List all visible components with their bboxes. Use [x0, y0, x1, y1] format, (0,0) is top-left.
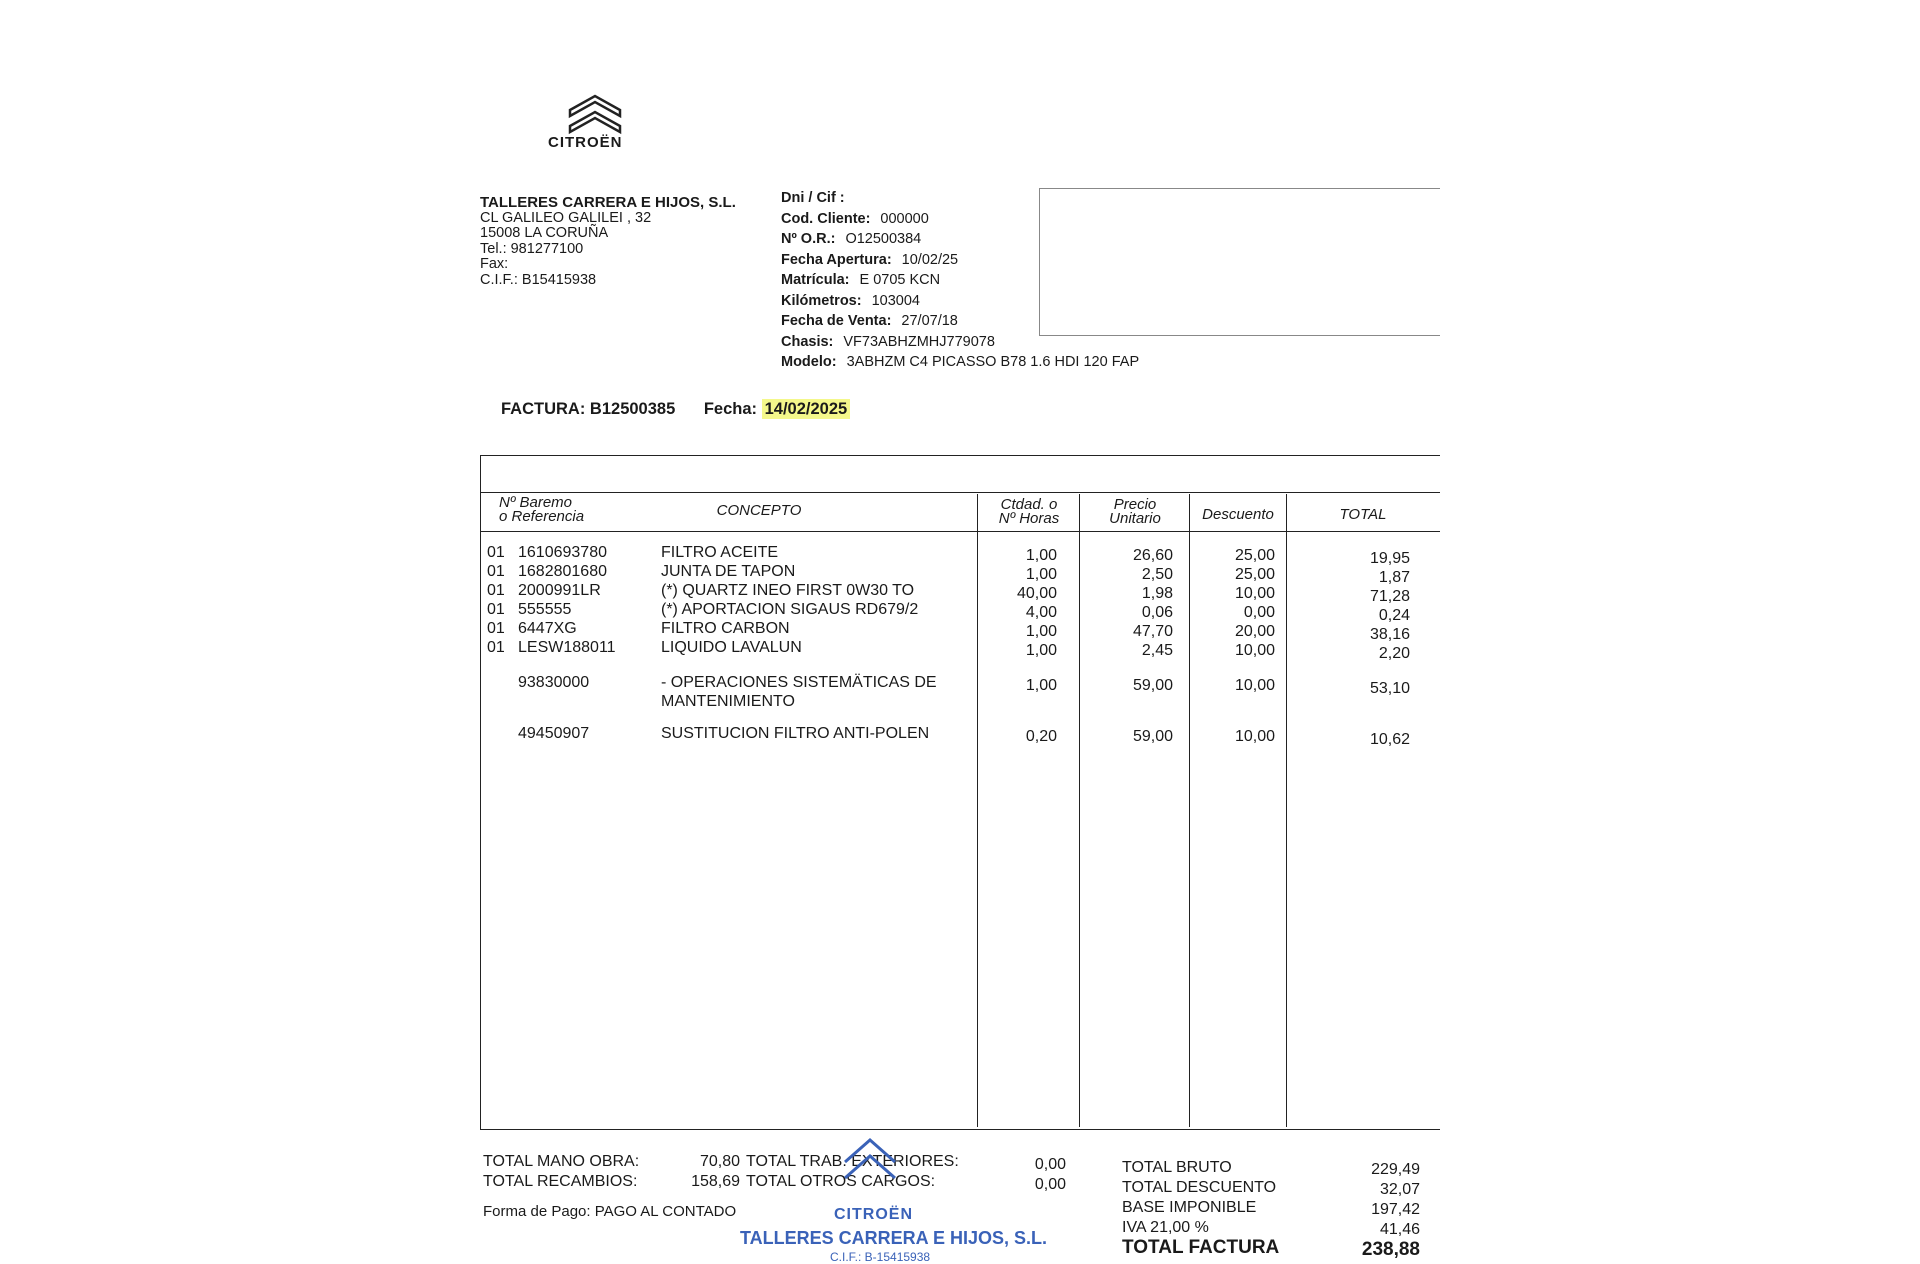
row-quantity: 1,00: [1025, 566, 1057, 583]
row-quantity: 1,00: [1025, 623, 1057, 640]
header-qty: Ctdad. o Nº Horas: [998, 496, 1060, 527]
row-concept: (*) APORTACION SIGAUS RD679/2: [661, 601, 919, 618]
brand-name: CITROËN: [548, 134, 623, 151]
company-name: TALLERES CARRERA E HIJOS, S.L.: [480, 194, 736, 211]
row-quantity: 40,00: [1016, 585, 1057, 602]
total-bruto: TOTAL BRUTO: [1122, 1159, 1232, 1176]
row-total: 0,24: [1378, 607, 1410, 624]
row-prefix: 01: [487, 639, 505, 656]
company-city: 15008 LA CORUÑA: [480, 225, 609, 241]
company-tel: Tel.: 981277100: [480, 240, 584, 257]
payment-method: Forma de Pago: PAGO AL CONTADO: [483, 1203, 737, 1220]
vehicle-row-matricula: Matrícula: E 0705 KCN: [781, 272, 941, 288]
total-factura-value: 238,88: [1361, 1239, 1420, 1260]
row-concept-line2: MANTENIMIENTO: [661, 693, 795, 710]
row-reference: 555555: [518, 601, 572, 618]
total-otros-cargos: TOTAL OTROS CARGOS:: [746, 1173, 936, 1190]
row-discount: 10,00: [1234, 642, 1275, 659]
invoice-date-label: Fecha:: [703, 400, 758, 418]
header-concepto: CONCEPTO: [716, 502, 802, 519]
invoice-date: 14/02/2025: [762, 399, 851, 419]
row-concept: FILTRO ACEITE: [661, 544, 779, 561]
row-reference: 6447XG: [518, 620, 577, 637]
header-total: TOTAL: [1339, 506, 1387, 523]
total-recambios: TOTAL RECAMBIOS:: [483, 1173, 638, 1190]
row-reference: 49450907: [518, 725, 590, 742]
row-total: 38,16: [1369, 626, 1410, 643]
row-concept: SUSTITUCION FILTRO ANTI-POLEN: [661, 725, 930, 742]
row-discount: 25,00: [1234, 566, 1275, 583]
row-reference: 1682801680: [518, 563, 607, 580]
row-reference: LESW188011: [518, 639, 616, 656]
double-chevron-icon: [560, 86, 630, 138]
row-prefix: 01: [487, 544, 505, 561]
vehicle-row-chasis: Chasis: VF73ABHZMHJ779078: [781, 333, 995, 350]
invoice-header: [501, 400, 850, 419]
client-address-box: [1039, 188, 1440, 336]
vehicle-row-dni: Dni / Cif :: [781, 190, 845, 206]
total-mano-obra-value: 70,80: [699, 1153, 740, 1170]
company-info: [480, 195, 736, 288]
row-unit-price: 1,98: [1141, 585, 1173, 602]
header-discount: Descuento: [1202, 506, 1274, 523]
total-descuento-value: 32,07: [1379, 1181, 1420, 1198]
vehicle-row-kilometros: Kilómetros: 103004: [781, 292, 920, 309]
totals-left-values: [660, 1152, 740, 1192]
row-unit-price: 2,45: [1141, 642, 1173, 659]
total-trab-exteriores: TOTAL TRAB. EXTERIORES:: [746, 1153, 959, 1170]
row-reference: 2000991LR: [518, 582, 601, 599]
total-mano-obra: TOTAL MANO OBRA:: [483, 1153, 640, 1170]
row-total: 53,10: [1369, 680, 1410, 697]
row-quantity: 0,20: [1025, 728, 1057, 745]
row-concept: - OPERACIONES SISTEMÄTICAS DE: [661, 674, 937, 691]
row-quantity: 1,00: [1025, 677, 1057, 694]
row-concept: JUNTA DE TAPON: [661, 563, 796, 580]
row-unit-price: 59,00: [1132, 677, 1173, 694]
vehicle-row-fecha-venta: Fecha de Venta: 27/07/18: [781, 313, 958, 329]
stamp-brand: CITROËN: [834, 1206, 913, 1223]
table-divider-header: [481, 531, 1440, 532]
items-table: [480, 455, 1440, 1130]
row-total: 19,95: [1369, 550, 1410, 567]
row-total: 1,87: [1378, 569, 1410, 586]
row-prefix: 01: [487, 620, 505, 637]
row-unit-price: 47,70: [1132, 623, 1173, 640]
company-address: CL GALILEO GALILEI , 32: [480, 209, 652, 226]
row-unit-price: 0,06: [1141, 604, 1173, 621]
header-ref: Nº Baremo o Referencia: [499, 494, 585, 525]
row-quantity: 1,00: [1025, 642, 1057, 659]
row-reference: 1610693780: [518, 544, 607, 561]
row-discount: 10,00: [1234, 728, 1275, 745]
vehicle-row-cod-cliente: Cod. Cliente: 000000: [781, 210, 929, 227]
row-discount: 0,00: [1243, 604, 1275, 621]
row-discount: 10,00: [1234, 585, 1275, 602]
row-total: 71,28: [1369, 588, 1410, 605]
company-fax: Fax:: [480, 256, 509, 272]
stamp-chevron-icon: [840, 1132, 900, 1202]
total-otros-cargos-value: 0,00: [1034, 1176, 1066, 1193]
row-quantity: 1,00: [1025, 547, 1057, 564]
row-reference: 93830000: [518, 674, 590, 691]
totals-right: [1122, 1158, 1279, 1258]
citroen-logo: [560, 86, 630, 138]
row-unit-price: 2,50: [1141, 566, 1173, 583]
base-imponible-value: 197,42: [1371, 1201, 1420, 1218]
table-divider-top: [481, 492, 1440, 493]
row-quantity: 4,00: [1025, 604, 1057, 621]
row-total: 10,62: [1369, 731, 1410, 748]
total-bruto-value: 229,49: [1371, 1161, 1420, 1178]
iva: IVA 21,00 %: [1122, 1219, 1209, 1236]
company-cif: C.I.F.: B15415938: [480, 271, 597, 288]
total-descuento: TOTAL DESCUENTO: [1122, 1179, 1277, 1196]
row-discount: 20,00: [1234, 623, 1275, 640]
row-concept: (*) QUARTZ INEO FIRST 0W30 TO: [661, 582, 915, 599]
row-unit-price: 26,60: [1132, 547, 1173, 564]
vehicle-row-fecha-apertura: Fecha Apertura: 10/02/25: [781, 251, 959, 268]
vehicle-row-or: Nº O.R.: O12500384: [781, 231, 922, 247]
totals-mid-values: [1000, 1155, 1066, 1195]
vehicle-row-modelo: Modelo: 3ABHZM C4 PICASSO B78 1.6 HDI 120 FAP: [781, 354, 1140, 370]
invoice-label: FACTURA:: [501, 400, 586, 418]
total-factura-label: TOTAL FACTURA: [1122, 1237, 1280, 1258]
row-prefix: 01: [487, 601, 505, 618]
row-discount: 10,00: [1234, 677, 1275, 694]
header-price: Precio Unitario: [1109, 496, 1161, 527]
iva-value: 41,46: [1379, 1221, 1420, 1238]
total-recambios-value: 158,69: [691, 1173, 740, 1190]
row-prefix: 01: [487, 563, 505, 580]
invoice-number: B12500385: [589, 400, 676, 418]
row-discount: 25,00: [1234, 547, 1275, 564]
row-total: 2,20: [1378, 645, 1410, 662]
stamp-company-name: TALLERES CARRERA E HIJOS, S.L.: [740, 1228, 1048, 1248]
row-concept: LIQUIDO LAVALUN: [661, 639, 802, 656]
totals-left: [483, 1152, 639, 1192]
row-concept: FILTRO CARBON: [661, 620, 790, 637]
totals-right-values: [1300, 1160, 1420, 1260]
row-prefix: 01: [487, 582, 505, 599]
base-imponible: BASE IMPONIBLE: [1122, 1199, 1257, 1216]
stamp-cif: C.I.F.: B-15415938: [830, 1250, 931, 1264]
row-unit-price: 59,00: [1132, 728, 1173, 745]
total-trab-exteriores-value: 0,00: [1034, 1156, 1066, 1173]
